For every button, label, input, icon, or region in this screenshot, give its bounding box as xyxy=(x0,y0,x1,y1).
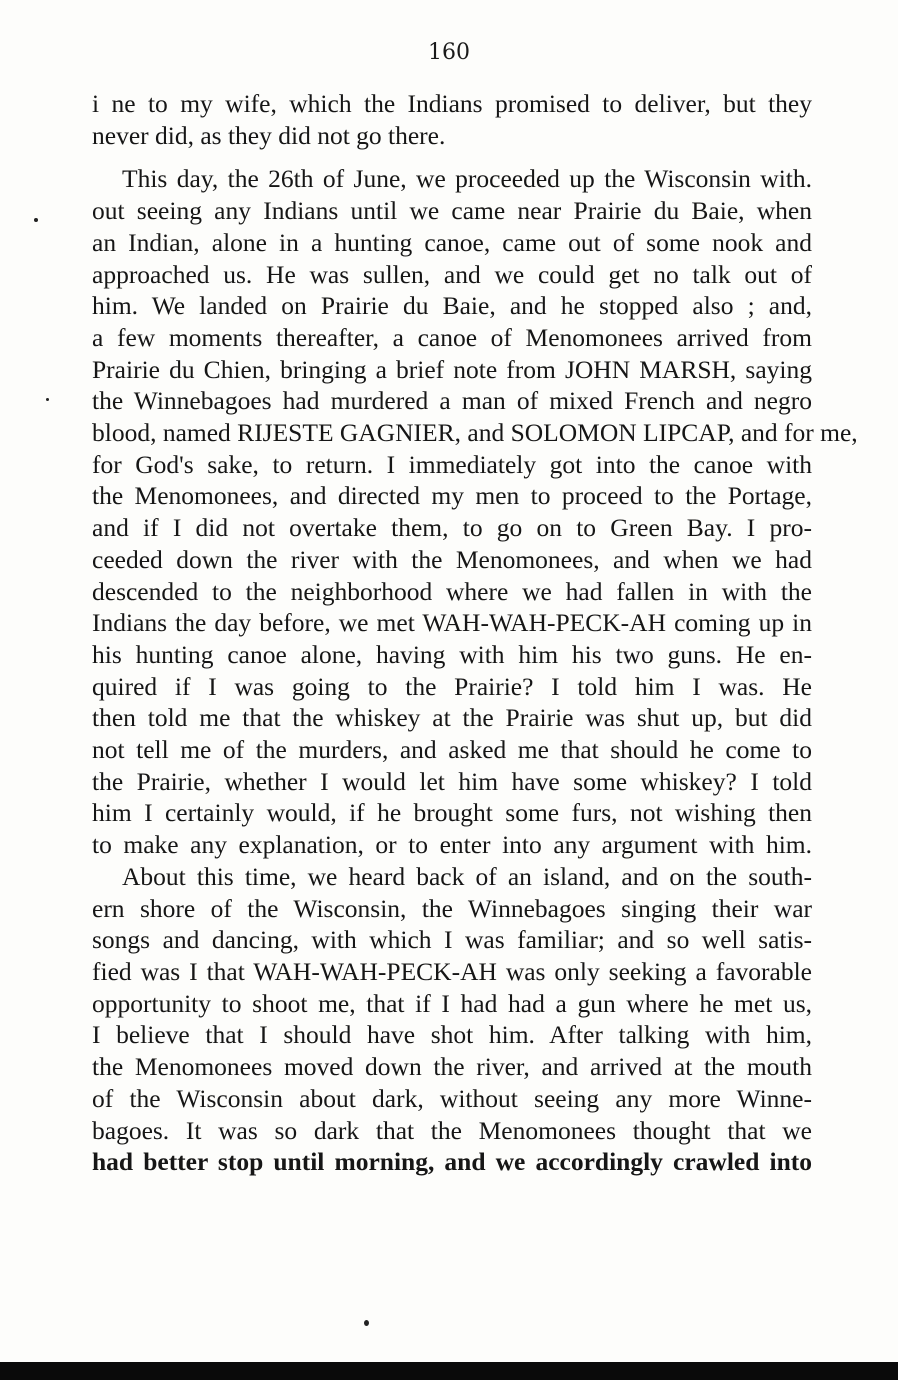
text-line: approached us. He was sullen, and we could get no talk out of xyxy=(92,259,812,289)
text-line: out seeing any Indians until we came near Prairie du Baie, when xyxy=(92,196,812,226)
text-line: the Menomonees moved down the river, and arrived at the mouth xyxy=(92,1052,812,1082)
text-line: ern shore of the Wisconsin, the Winnebagoes singing their war xyxy=(92,893,812,923)
text-line: a few moments thereafter, a canoe of Menomonees arrived from xyxy=(92,322,812,352)
text-line: then told me that the whiskey at the Prairie was shut up, but did xyxy=(92,703,812,733)
scan-border xyxy=(0,1362,898,1380)
text-line: not tell me of the murders, and asked me that should he come to xyxy=(92,735,812,765)
ink-speck xyxy=(46,398,49,401)
text-line: him. We landed on Prairie du Baie, and he stopped also ; and, xyxy=(92,291,812,321)
text-line: quired if I was going to the Prairie? I told him I was. He xyxy=(92,671,812,701)
text-line: songs and dancing, with which I was familiar; and so well satis- xyxy=(92,925,812,955)
text-line: the Prairie, whether I would let him have some whiskey? I told xyxy=(92,766,812,796)
text-line: blood, named RIJESTE GAGNIER, and SOLOMON LIPCAP, and for me, xyxy=(92,418,858,448)
text-line: This day, the 26th of June, we proceeded up the Wisconsin with. xyxy=(122,164,812,194)
body-text xyxy=(92,88,858,1178)
text-line: Prairie du Chien, bringing a brief note from JOHN MARSH, saying xyxy=(92,354,812,384)
page-number: 160 xyxy=(428,40,470,65)
text-line: bagoes. It was so dark that the Menomonees thought that we xyxy=(92,1115,812,1145)
text-line: descended to the neighborhood where we had fallen in with the xyxy=(92,576,812,606)
text-line: his hunting canoe alone, having with him his two guns. He en- xyxy=(92,639,812,669)
text-line: opportunity to shoot me, that if I had had a gun where he met us, xyxy=(92,988,812,1018)
ink-speck xyxy=(34,218,38,222)
text-line: never did, as they did not go there. xyxy=(92,120,446,150)
text-line: I believe that I should have shot him. After talking with him, xyxy=(92,1020,812,1050)
text-line: ceeded down the river with the Menomonees, and when we had xyxy=(92,544,812,574)
text-line: of the Wisconsin about dark, without seeing any more Winne- xyxy=(92,1083,812,1113)
text-line: had better stop until morning, and we accordingly crawled into xyxy=(92,1147,812,1177)
paragraph-break xyxy=(92,151,812,163)
text-line: the Winnebagoes had murdered a man of mixed French and negro xyxy=(92,386,812,416)
text-line: him I certainly would, if he brought some furs, not wishing then xyxy=(92,798,812,828)
text-line: and if I did not overtake them, to go on to Green Bay. I pro- xyxy=(92,513,812,543)
text-line: for God's sake, to return. I immediately got into the canoe with xyxy=(92,449,812,479)
ink-speck xyxy=(364,1320,369,1326)
text-line: fied was I that WAH-WAH-PECK-AH was only seeking a favorable xyxy=(92,956,812,986)
text-line: the Menomonees, and directed my men to proceed to the Portage, xyxy=(92,481,812,511)
text-line: i ne to my wife, which the Indians promised to deliver, but they xyxy=(92,89,812,118)
text-line: About this time, we heard back of an island, and on the south- xyxy=(122,861,812,891)
text-line: Indians the day before, we met WAH-WAH-PECK-AH coming up in xyxy=(92,608,812,638)
text-line: an Indian, alone in a hunting canoe, came out of some nook and xyxy=(92,227,812,257)
text-line: to make any explanation, or to enter into any argument with him. xyxy=(92,830,812,860)
